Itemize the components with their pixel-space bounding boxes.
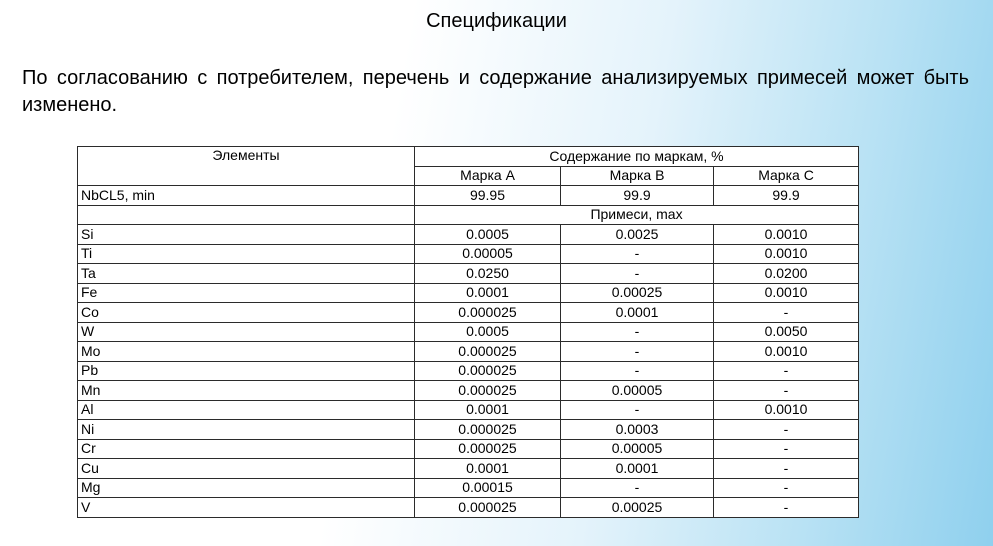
impurity-value-grade-b: - [561, 478, 714, 498]
impurity-value-grade-b: - [561, 361, 714, 381]
impurity-value-grade-c: 0.0050 [714, 322, 859, 342]
impurity-value-grade-c: - [714, 361, 859, 381]
table-row [78, 303, 859, 323]
table-row [78, 283, 859, 303]
impurity-value-grade-b: - [561, 244, 714, 264]
impurity-value-grade-a: 0.000025 [415, 381, 561, 401]
impurity-value-grade-a: 0.00005 [415, 244, 561, 264]
table-row [78, 322, 859, 342]
impurity-value-grade-b: - [561, 322, 714, 342]
impurity-value-grade-a: 0.00015 [415, 478, 561, 498]
table-row [78, 361, 859, 381]
table-row [78, 225, 859, 245]
main-value-c: 99.9 [714, 186, 859, 206]
table-row [78, 459, 859, 479]
intro-paragraph: По согласованию с потребителем, перечень и содержание анализируемых примесей может быть изменено. [22, 67, 969, 116]
table-row [78, 342, 859, 362]
impurity-value-grade-b: 0.00025 [561, 283, 714, 303]
impurities-header-blank [78, 205, 415, 225]
element-name: W [78, 322, 415, 342]
header-grade-b: Марка B [561, 166, 714, 186]
element-name: Si [78, 225, 415, 245]
element-name: Mo [78, 342, 415, 362]
impurity-value-grade-c: - [714, 303, 859, 323]
element-name: Co [78, 303, 415, 323]
header-grade-a: Марка A [415, 166, 561, 186]
impurity-value-grade-a: 0.000025 [415, 498, 561, 518]
impurity-value-grade-c: - [714, 420, 859, 440]
impurity-value-grade-b: 0.0003 [561, 420, 714, 440]
impurity-value-grade-c: 0.0010 [714, 244, 859, 264]
table-row [78, 400, 859, 420]
impurity-value-grade-b: 0.0001 [561, 459, 714, 479]
element-name: V [78, 498, 415, 518]
impurity-value-grade-b: 0.0001 [561, 303, 714, 323]
element-name: Fe [78, 283, 415, 303]
impurity-value-grade-c: 0.0200 [714, 264, 859, 284]
impurities-header: Примеси, max [415, 205, 859, 225]
page-title: Спецификации [426, 10, 567, 32]
main-value-b: 99.9 [561, 186, 714, 206]
element-name: Al [78, 400, 415, 420]
impurity-value-grade-a: 0.0005 [415, 322, 561, 342]
impurity-value-grade-a: 0.000025 [415, 361, 561, 381]
table-row [78, 439, 859, 459]
impurity-value-grade-c: 0.0010 [714, 283, 859, 303]
table-row [78, 244, 859, 264]
element-name: Cr [78, 439, 415, 459]
table-row [78, 264, 859, 284]
impurity-value-grade-b: - [561, 400, 714, 420]
impurity-value-grade-c: - [714, 498, 859, 518]
header-grade-c: Марка C [714, 166, 859, 186]
impurity-value-grade-c: - [714, 478, 859, 498]
impurity-value-grade-a: 0.000025 [415, 439, 561, 459]
table-main-row [78, 186, 859, 206]
impurity-value-grade-c: 0.0010 [714, 225, 859, 245]
element-name: Mn [78, 381, 415, 401]
impurity-value-grade-b: 0.00005 [561, 381, 714, 401]
element-name: Cu [78, 459, 415, 479]
table-row [78, 381, 859, 401]
specification-table [77, 146, 859, 518]
table-header-row [78, 147, 859, 167]
header-content-by-grade: Содержание по маркам, % [415, 147, 859, 167]
impurity-value-grade-c: 0.0010 [714, 400, 859, 420]
element-name: Ta [78, 264, 415, 284]
impurity-value-grade-a: 0.000025 [415, 420, 561, 440]
table-impurities-header-row [78, 205, 859, 225]
impurity-value-grade-b: - [561, 264, 714, 284]
impurity-value-grade-b: 0.00025 [561, 498, 714, 518]
impurity-value-grade-a: 0.0001 [415, 283, 561, 303]
element-name: Ni [78, 420, 415, 440]
impurity-value-grade-a: 0.0005 [415, 225, 561, 245]
impurity-value-grade-a: 0.0001 [415, 400, 561, 420]
impurity-value-grade-a: 0.0001 [415, 459, 561, 479]
impurity-value-grade-c: - [714, 439, 859, 459]
table-row [78, 478, 859, 498]
impurity-value-grade-a: 0.0250 [415, 264, 561, 284]
main-value-a: 99.95 [415, 186, 561, 206]
element-name: Pb [78, 361, 415, 381]
element-name: Ti [78, 244, 415, 264]
table-row [78, 420, 859, 440]
impurity-value-grade-b: - [561, 342, 714, 362]
table-row [78, 498, 859, 518]
impurity-value-grade-b: 0.0025 [561, 225, 714, 245]
impurity-value-grade-c: - [714, 459, 859, 479]
main-label: NbCL5, min [78, 186, 415, 206]
impurity-value-grade-c: - [714, 381, 859, 401]
element-name: Mg [78, 478, 415, 498]
impurity-value-grade-a: 0.000025 [415, 303, 561, 323]
impurity-value-grade-c: 0.0010 [714, 342, 859, 362]
specification-table-body [78, 147, 859, 518]
impurity-value-grade-b: 0.00005 [561, 439, 714, 459]
impurity-value-grade-a: 0.000025 [415, 342, 561, 362]
header-elements: Элементы [78, 147, 415, 186]
